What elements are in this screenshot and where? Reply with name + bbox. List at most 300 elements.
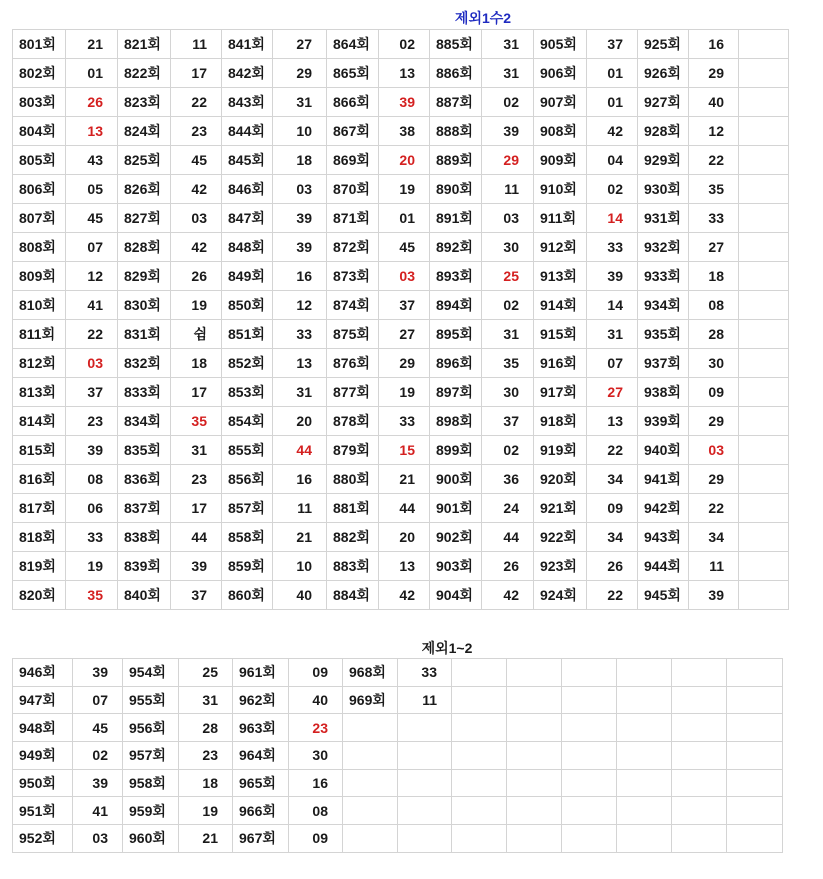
round-number: 13 bbox=[273, 349, 327, 378]
empty-cell bbox=[452, 714, 507, 742]
empty-cell bbox=[739, 88, 789, 117]
round-number: 31 bbox=[273, 378, 327, 407]
round-label: 840회 bbox=[118, 581, 171, 610]
round-number: 12 bbox=[273, 291, 327, 320]
round-label: 928회 bbox=[638, 117, 689, 146]
round-label: 826회 bbox=[118, 175, 171, 204]
round-number: 07 bbox=[587, 349, 638, 378]
round-number: 18 bbox=[179, 769, 233, 797]
round-label: 881회 bbox=[327, 494, 379, 523]
round-label: 877회 bbox=[327, 378, 379, 407]
round-label: 946회 bbox=[13, 659, 73, 687]
round-label: 879회 bbox=[327, 436, 379, 465]
empty-cell bbox=[562, 714, 617, 742]
empty-cell bbox=[672, 742, 727, 770]
round-number: 43 bbox=[66, 146, 118, 175]
round-number: 13 bbox=[379, 59, 430, 88]
round-number: 27 bbox=[587, 378, 638, 407]
round-number: 17 bbox=[171, 59, 222, 88]
round-number: 23 bbox=[171, 117, 222, 146]
round-label: 823회 bbox=[118, 88, 171, 117]
empty-cell bbox=[672, 825, 727, 853]
round-number: 15 bbox=[379, 436, 430, 465]
empty-cell bbox=[617, 797, 672, 825]
round-number: 23 bbox=[171, 465, 222, 494]
round-number: 03 bbox=[273, 175, 327, 204]
round-label: 944회 bbox=[638, 552, 689, 581]
round-label: 895회 bbox=[430, 320, 482, 349]
round-number: 19 bbox=[66, 552, 118, 581]
round-number: 03 bbox=[689, 436, 739, 465]
round-number: 01 bbox=[587, 59, 638, 88]
round-number: 37 bbox=[482, 407, 534, 436]
round-label: 930회 bbox=[638, 175, 689, 204]
round-number: 04 bbox=[587, 146, 638, 175]
round-number: 40 bbox=[689, 88, 739, 117]
round-label: 966회 bbox=[233, 797, 289, 825]
table-row bbox=[13, 769, 783, 797]
round-label: 805회 bbox=[13, 146, 66, 175]
round-number: 22 bbox=[66, 320, 118, 349]
round-label: 875회 bbox=[327, 320, 379, 349]
round-number: 31 bbox=[587, 320, 638, 349]
round-number: 39 bbox=[273, 204, 327, 233]
empty-cell bbox=[739, 465, 789, 494]
round-label: 947회 bbox=[13, 686, 73, 714]
round-number: 31 bbox=[482, 59, 534, 88]
empty-cell bbox=[617, 769, 672, 797]
round-number: 41 bbox=[66, 291, 118, 320]
round-number: 11 bbox=[398, 686, 452, 714]
round-number: 42 bbox=[587, 117, 638, 146]
round-label: 825회 bbox=[118, 146, 171, 175]
round-label: 902회 bbox=[430, 523, 482, 552]
round-label: 856회 bbox=[222, 465, 273, 494]
round-label: 941회 bbox=[638, 465, 689, 494]
round-label: 915회 bbox=[534, 320, 587, 349]
round-number: 21 bbox=[273, 523, 327, 552]
empty-cell bbox=[739, 407, 789, 436]
round-number: 25 bbox=[179, 659, 233, 687]
table-row bbox=[13, 494, 789, 523]
round-label: 832회 bbox=[118, 349, 171, 378]
round-number: 10 bbox=[273, 552, 327, 581]
round-number: 39 bbox=[73, 769, 123, 797]
empty-cell bbox=[562, 686, 617, 714]
table-row bbox=[13, 552, 789, 581]
round-number: 28 bbox=[689, 320, 739, 349]
round-label: 846회 bbox=[222, 175, 273, 204]
round-label: 891회 bbox=[430, 204, 482, 233]
round-label: 905회 bbox=[534, 30, 587, 59]
round-label: 854회 bbox=[222, 407, 273, 436]
round-number: 26 bbox=[171, 262, 222, 291]
round-number: 22 bbox=[689, 494, 739, 523]
round-label: 801회 bbox=[13, 30, 66, 59]
round-number: 11 bbox=[689, 552, 739, 581]
round-number: 19 bbox=[379, 378, 430, 407]
table-row bbox=[13, 686, 783, 714]
round-number: 30 bbox=[482, 233, 534, 262]
round-label: 851회 bbox=[222, 320, 273, 349]
round-label: 866회 bbox=[327, 88, 379, 117]
table-row bbox=[13, 30, 789, 59]
round-number: 16 bbox=[689, 30, 739, 59]
table-row bbox=[13, 523, 789, 552]
empty-cell bbox=[452, 769, 507, 797]
round-number: 39 bbox=[171, 552, 222, 581]
round-number: 29 bbox=[689, 407, 739, 436]
round-label: 885회 bbox=[430, 30, 482, 59]
round-number: 39 bbox=[482, 117, 534, 146]
round-number: 21 bbox=[179, 825, 233, 853]
round-label: 962회 bbox=[233, 686, 289, 714]
round-label: 871회 bbox=[327, 204, 379, 233]
empty-cell bbox=[672, 797, 727, 825]
round-label: 857회 bbox=[222, 494, 273, 523]
round-label: 914회 bbox=[534, 291, 587, 320]
empty-cell bbox=[507, 825, 562, 853]
section1-table bbox=[12, 29, 789, 610]
empty-cell bbox=[739, 552, 789, 581]
table-row bbox=[13, 797, 783, 825]
round-number: 14 bbox=[587, 291, 638, 320]
round-number: 42 bbox=[482, 581, 534, 610]
round-label: 935회 bbox=[638, 320, 689, 349]
round-number: 37 bbox=[587, 30, 638, 59]
round-label: 804회 bbox=[13, 117, 66, 146]
round-label: 963회 bbox=[233, 714, 289, 742]
round-number: 37 bbox=[379, 291, 430, 320]
empty-cell bbox=[739, 30, 789, 59]
table-row bbox=[13, 175, 789, 204]
round-label: 809회 bbox=[13, 262, 66, 291]
round-label: 927회 bbox=[638, 88, 689, 117]
round-label: 849회 bbox=[222, 262, 273, 291]
round-number: 08 bbox=[689, 291, 739, 320]
round-label: 912회 bbox=[534, 233, 587, 262]
empty-cell bbox=[739, 117, 789, 146]
empty-cell bbox=[739, 262, 789, 291]
round-number: 30 bbox=[482, 378, 534, 407]
round-label: 869회 bbox=[327, 146, 379, 175]
round-label: 903회 bbox=[430, 552, 482, 581]
empty-cell bbox=[727, 742, 783, 770]
round-number: 33 bbox=[379, 407, 430, 436]
round-number: 22 bbox=[689, 146, 739, 175]
round-label: 967회 bbox=[233, 825, 289, 853]
round-number: 24 bbox=[482, 494, 534, 523]
round-label: 842회 bbox=[222, 59, 273, 88]
round-number: 31 bbox=[482, 320, 534, 349]
round-number: 18 bbox=[273, 146, 327, 175]
round-number: 01 bbox=[379, 204, 430, 233]
empty-cell bbox=[398, 714, 452, 742]
round-label: 920회 bbox=[534, 465, 587, 494]
round-number: 45 bbox=[379, 233, 430, 262]
round-number: 02 bbox=[482, 436, 534, 465]
round-number: 21 bbox=[66, 30, 118, 59]
round-label: 943회 bbox=[638, 523, 689, 552]
empty-cell bbox=[672, 769, 727, 797]
round-number: 19 bbox=[379, 175, 430, 204]
round-number: 18 bbox=[689, 262, 739, 291]
round-number: 29 bbox=[689, 59, 739, 88]
round-label: 812회 bbox=[13, 349, 66, 378]
round-label: 831회 bbox=[118, 320, 171, 349]
round-number: 31 bbox=[171, 436, 222, 465]
round-number: 11 bbox=[171, 30, 222, 59]
round-label: 959회 bbox=[123, 797, 179, 825]
empty-cell bbox=[452, 659, 507, 687]
empty-cell bbox=[343, 797, 398, 825]
round-number: 05 bbox=[66, 175, 118, 204]
round-number: 34 bbox=[587, 523, 638, 552]
round-number: 37 bbox=[66, 378, 118, 407]
empty-cell bbox=[739, 233, 789, 262]
round-number: 09 bbox=[689, 378, 739, 407]
round-label: 958회 bbox=[123, 769, 179, 797]
round-number: 39 bbox=[379, 88, 430, 117]
empty-cell bbox=[739, 436, 789, 465]
round-number: 23 bbox=[66, 407, 118, 436]
empty-cell bbox=[672, 686, 727, 714]
empty-cell bbox=[739, 523, 789, 552]
empty-cell bbox=[343, 714, 398, 742]
round-label: 901회 bbox=[430, 494, 482, 523]
round-number: 36 bbox=[482, 465, 534, 494]
round-number: 16 bbox=[289, 769, 343, 797]
round-number: 21 bbox=[379, 465, 430, 494]
round-label: 894회 bbox=[430, 291, 482, 320]
table-row bbox=[13, 825, 783, 853]
empty-cell bbox=[398, 769, 452, 797]
empty-cell bbox=[739, 291, 789, 320]
round-label: 836회 bbox=[118, 465, 171, 494]
round-number: 07 bbox=[73, 686, 123, 714]
round-label: 906회 bbox=[534, 59, 587, 88]
round-number: 02 bbox=[73, 742, 123, 770]
round-number: 19 bbox=[171, 291, 222, 320]
table-row bbox=[13, 714, 783, 742]
round-label: 822회 bbox=[118, 59, 171, 88]
round-label: 838회 bbox=[118, 523, 171, 552]
round-label: 908회 bbox=[534, 117, 587, 146]
round-label: 956회 bbox=[123, 714, 179, 742]
round-label: 824회 bbox=[118, 117, 171, 146]
round-number: 35 bbox=[689, 175, 739, 204]
round-number: 33 bbox=[273, 320, 327, 349]
round-number: 33 bbox=[66, 523, 118, 552]
round-label: 815회 bbox=[13, 436, 66, 465]
empty-cell bbox=[739, 320, 789, 349]
round-label: 870회 bbox=[327, 175, 379, 204]
round-label: 850회 bbox=[222, 291, 273, 320]
round-number: 17 bbox=[171, 494, 222, 523]
round-label: 937회 bbox=[638, 349, 689, 378]
round-label: 858회 bbox=[222, 523, 273, 552]
round-label: 913회 bbox=[534, 262, 587, 291]
round-label: 843회 bbox=[222, 88, 273, 117]
round-number: 22 bbox=[587, 581, 638, 610]
table-row bbox=[13, 233, 789, 262]
empty-cell bbox=[617, 742, 672, 770]
round-label: 810회 bbox=[13, 291, 66, 320]
round-number: 27 bbox=[689, 233, 739, 262]
empty-cell bbox=[727, 825, 783, 853]
round-label: 951회 bbox=[13, 797, 73, 825]
round-label: 860회 bbox=[222, 581, 273, 610]
round-number: 12 bbox=[66, 262, 118, 291]
empty-cell bbox=[617, 825, 672, 853]
round-number: 02 bbox=[482, 88, 534, 117]
round-label: 929회 bbox=[638, 146, 689, 175]
empty-cell bbox=[507, 659, 562, 687]
round-label: 938회 bbox=[638, 378, 689, 407]
round-number: 22 bbox=[587, 436, 638, 465]
round-number: 35 bbox=[171, 407, 222, 436]
round-number: 23 bbox=[179, 742, 233, 770]
round-label: 835회 bbox=[118, 436, 171, 465]
round-label: 829회 bbox=[118, 262, 171, 291]
table-row bbox=[13, 465, 789, 494]
round-number: 20 bbox=[273, 407, 327, 436]
round-number: 08 bbox=[289, 797, 343, 825]
round-label: 896회 bbox=[430, 349, 482, 378]
round-label: 899회 bbox=[430, 436, 482, 465]
round-number: 39 bbox=[66, 436, 118, 465]
empty-cell bbox=[672, 714, 727, 742]
round-number: 18 bbox=[171, 349, 222, 378]
empty-cell bbox=[617, 686, 672, 714]
round-number: 20 bbox=[379, 523, 430, 552]
round-number: 44 bbox=[379, 494, 430, 523]
round-number: 06 bbox=[66, 494, 118, 523]
empty-cell bbox=[739, 349, 789, 378]
round-number: 35 bbox=[66, 581, 118, 610]
empty-cell bbox=[398, 797, 452, 825]
table-row bbox=[13, 88, 789, 117]
round-label: 874회 bbox=[327, 291, 379, 320]
round-number: 02 bbox=[482, 291, 534, 320]
round-label: 957회 bbox=[123, 742, 179, 770]
empty-cell bbox=[727, 686, 783, 714]
round-label: 859회 bbox=[222, 552, 273, 581]
round-number: 25 bbox=[482, 262, 534, 291]
empty-cell bbox=[739, 378, 789, 407]
round-number: 02 bbox=[587, 175, 638, 204]
section2-table bbox=[12, 658, 783, 853]
round-number: 45 bbox=[66, 204, 118, 233]
empty-cell bbox=[739, 175, 789, 204]
round-number: 08 bbox=[66, 465, 118, 494]
round-number: 39 bbox=[73, 659, 123, 687]
round-label: 817회 bbox=[13, 494, 66, 523]
empty-cell bbox=[452, 825, 507, 853]
empty-cell bbox=[398, 825, 452, 853]
round-number: 42 bbox=[171, 175, 222, 204]
table-row bbox=[13, 659, 783, 687]
round-label: 814회 bbox=[13, 407, 66, 436]
round-number: 39 bbox=[689, 581, 739, 610]
empty-cell bbox=[398, 742, 452, 770]
section1-title: 제외1수2 bbox=[454, 10, 512, 26]
round-label: 820회 bbox=[13, 581, 66, 610]
round-number: 40 bbox=[289, 686, 343, 714]
round-number: 26 bbox=[482, 552, 534, 581]
round-number: 29 bbox=[689, 465, 739, 494]
round-number: 01 bbox=[66, 59, 118, 88]
round-label: 884회 bbox=[327, 581, 379, 610]
round-label: 839회 bbox=[118, 552, 171, 581]
round-label: 904회 bbox=[430, 581, 482, 610]
round-label: 923회 bbox=[534, 552, 587, 581]
round-number: 11 bbox=[273, 494, 327, 523]
table-row bbox=[13, 117, 789, 146]
round-number: 35 bbox=[482, 349, 534, 378]
round-number: 33 bbox=[689, 204, 739, 233]
round-number: 01 bbox=[587, 88, 638, 117]
round-label: 909회 bbox=[534, 146, 587, 175]
round-number: 03 bbox=[379, 262, 430, 291]
round-label: 890회 bbox=[430, 175, 482, 204]
empty-cell bbox=[739, 494, 789, 523]
round-label: 939회 bbox=[638, 407, 689, 436]
round-label: 806회 bbox=[13, 175, 66, 204]
round-number: 37 bbox=[171, 581, 222, 610]
section2-title: 제외1~2 bbox=[421, 640, 473, 656]
round-label: 827회 bbox=[118, 204, 171, 233]
empty-cell bbox=[727, 659, 783, 687]
empty-cell bbox=[562, 797, 617, 825]
round-label: 919회 bbox=[534, 436, 587, 465]
empty-cell bbox=[343, 769, 398, 797]
round-label: 932회 bbox=[638, 233, 689, 262]
round-label: 921회 bbox=[534, 494, 587, 523]
round-number: 44 bbox=[482, 523, 534, 552]
round-number: 09 bbox=[289, 825, 343, 853]
round-label: 837회 bbox=[118, 494, 171, 523]
empty-cell bbox=[739, 581, 789, 610]
round-label: 864회 bbox=[327, 30, 379, 59]
round-label: 893회 bbox=[430, 262, 482, 291]
round-label: 897회 bbox=[430, 378, 482, 407]
round-number: 34 bbox=[689, 523, 739, 552]
round-label: 926회 bbox=[638, 59, 689, 88]
round-label: 965회 bbox=[233, 769, 289, 797]
round-number: 02 bbox=[379, 30, 430, 59]
empty-cell bbox=[672, 659, 727, 687]
round-number: 44 bbox=[273, 436, 327, 465]
round-label: 911회 bbox=[534, 204, 587, 233]
round-number: 03 bbox=[66, 349, 118, 378]
round-label: 803회 bbox=[13, 88, 66, 117]
round-number: 22 bbox=[171, 88, 222, 117]
round-label: 922회 bbox=[534, 523, 587, 552]
round-number: 40 bbox=[273, 581, 327, 610]
round-label: 887회 bbox=[430, 88, 482, 117]
round-label: 847회 bbox=[222, 204, 273, 233]
table-row bbox=[13, 407, 789, 436]
round-number: 09 bbox=[289, 659, 343, 687]
round-number: 39 bbox=[587, 262, 638, 291]
round-number: 10 bbox=[273, 117, 327, 146]
round-label: 907회 bbox=[534, 88, 587, 117]
round-number: 26 bbox=[587, 552, 638, 581]
table-row bbox=[13, 436, 789, 465]
round-label: 845회 bbox=[222, 146, 273, 175]
round-label: 940회 bbox=[638, 436, 689, 465]
